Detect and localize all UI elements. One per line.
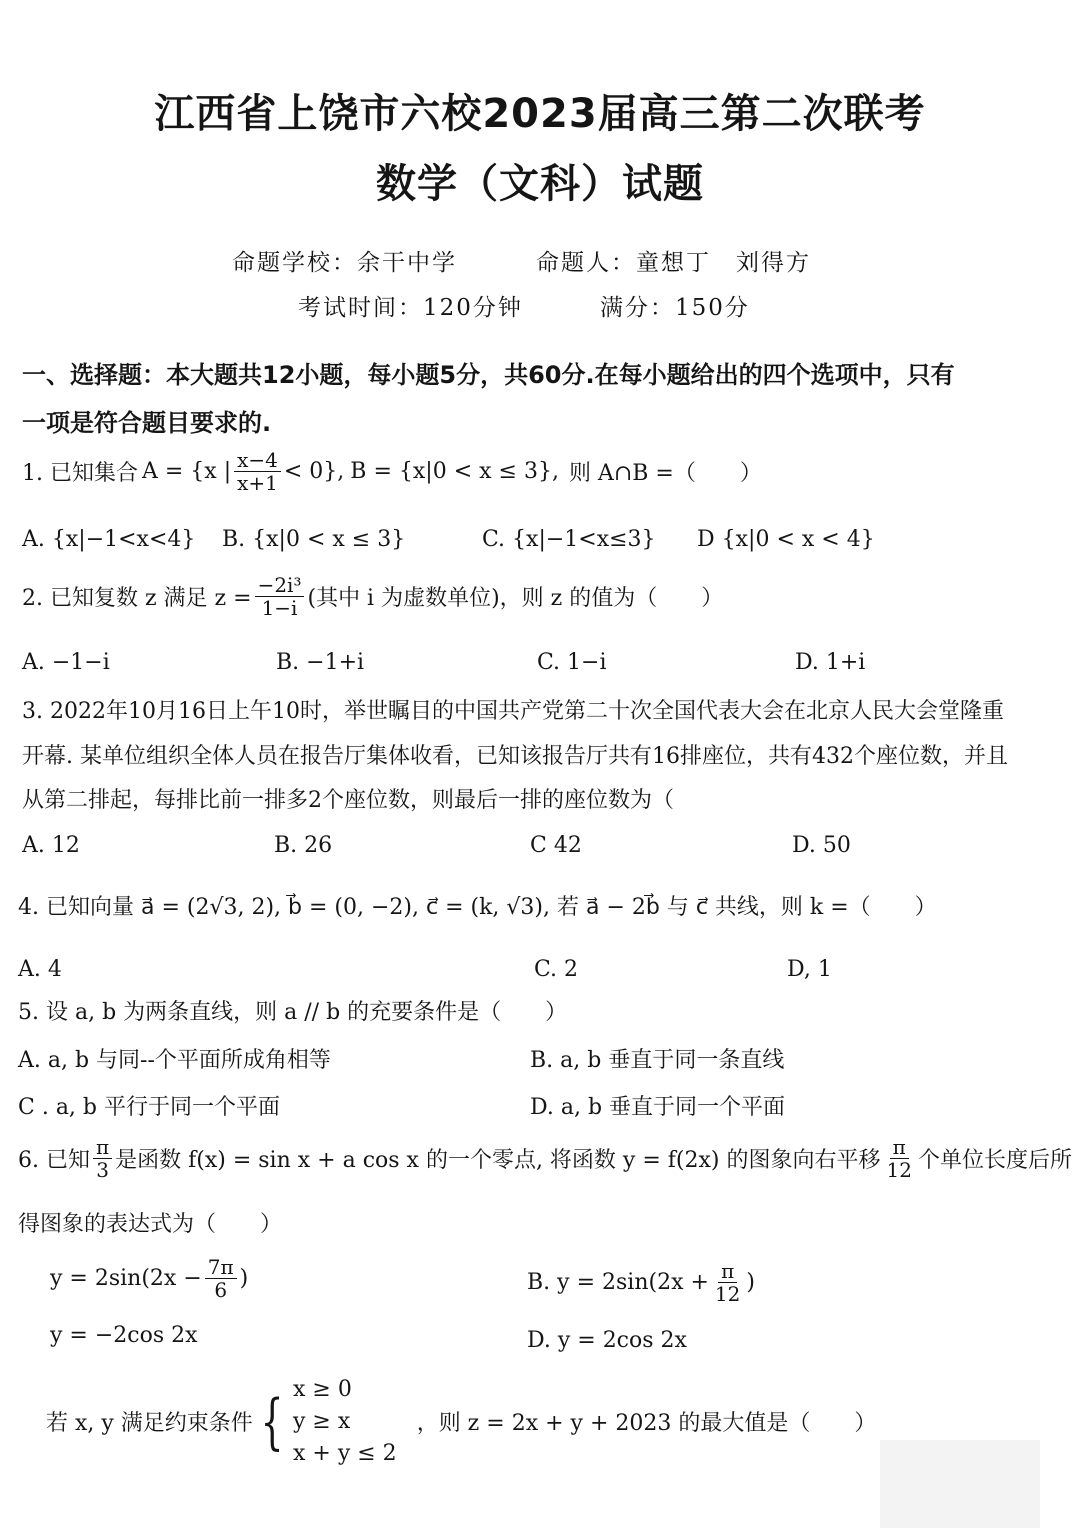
q6-opt-b-num: π (718, 1260, 737, 1283)
q6-opt-b-fraction (712, 1260, 743, 1305)
score-label: 满分：150分 (600, 295, 750, 321)
q3-line1: 3. 2022年10月16日上午10时，举世瞩目的中国共产党第二十次全国代表大会在北京人民大会堂隆重 (22, 699, 1004, 724)
q2-fraction (255, 574, 305, 619)
school-label: 命题学校：余干中学 (232, 250, 457, 276)
q6-f1-den: 3 (96, 1158, 109, 1182)
q6-opt-a-post: ) (239, 1266, 249, 1291)
q2-option-a: A. −1−i (22, 650, 110, 675)
q6-f1-num: π (93, 1136, 112, 1159)
q1-fraction (234, 449, 281, 494)
section-heading-line2: 一项是符合题目要求的. (22, 409, 272, 437)
q1-option-b: B. {x|0 < x ≤ 3} (222, 527, 406, 552)
q1-frac-den: x+1 (237, 471, 278, 495)
q6-option-a (50, 1256, 248, 1301)
question-1 (22, 449, 762, 494)
q7-suffix: ，则 z = 2x + y + 2023 的最大值是（ ） (416, 1411, 877, 1437)
section-heading-line1: 一、选择题：本大题共12小题，每小题5分，共60分.在每小题给出的四个选项中，只有 (22, 361, 955, 389)
q1-set-a-start: A = {x | (141, 459, 232, 484)
q2-prefix: 2. 已知复数 z 满足 z = (22, 586, 252, 611)
q5-option-b: B. a, b 垂直于同一条直线 (530, 1048, 785, 1073)
q1-set-a-end: < 0}, (283, 459, 345, 484)
q7-constraint-1: x ≥ 0 (293, 1377, 352, 1402)
q7-prefix: 若 x, y 满足约束条件 (46, 1411, 253, 1437)
q2-suffix: (其中 i 为虚数单位)，则 z 的值为（ ） (307, 586, 724, 611)
q6-f2-den: 12 (886, 1158, 912, 1182)
q6-opt-b-post: ) (746, 1270, 755, 1295)
question-2 (22, 574, 723, 619)
q1-prefix: 1. 已知集合 (22, 461, 138, 486)
q2-frac-den: 1−i (261, 596, 298, 620)
exam-subtitle: 数学（文科）试题 (376, 161, 704, 207)
q2-option-b: B. −1+i (276, 650, 365, 675)
author-label: 命题人：童想丁 刘得方 (536, 250, 811, 276)
q2-frac-num: −2i³ (255, 574, 305, 597)
question-7 (46, 1374, 876, 1470)
q6-f2-num: π (890, 1136, 909, 1159)
q1-set-b: B = {x|0 < x ≤ 3}, (350, 459, 559, 484)
q6-prefix: 6. 已知 (18, 1148, 90, 1173)
q4-text: 4. 已知向量 a⃗ = (2√3, 2), b⃗ = (0, −2), c⃗ = (k, √3), 若 a⃗ − 2b⃗ 与 c⃗ 共线，则 k =（ ） (18, 895, 937, 920)
q6-fraction-1 (93, 1136, 112, 1181)
q4-option-d: D, 1 (787, 957, 832, 982)
q5-text: 5. 设 a, b 为两条直线，则 a // b 的充要条件是（ ） (18, 1000, 568, 1025)
exam-title: 江西省上饶市六校2023届高三第二次联考 (154, 91, 926, 137)
q4-option-c: C. 2 (534, 957, 579, 982)
q1-frac-num: x−4 (234, 449, 281, 472)
q1-option-a: A. {x|−1<x<4} (22, 527, 196, 552)
q3-option-d: D. 50 (792, 833, 851, 858)
q6-opt-b-den: 12 (714, 1282, 741, 1306)
q3-option-a: A. 12 (22, 833, 80, 858)
q3-option-c: C 42 (530, 833, 582, 858)
q2-option-c: C. 1−i (537, 650, 607, 675)
q1-option-d: D {x|0 < x < 4} (697, 527, 875, 552)
q2-option-d: D. 1+i (795, 650, 866, 675)
q6-opt-b-pre: B. y = 2sin(2x + (527, 1270, 709, 1295)
q6-opt-a-pre: y = 2sin(2x − (50, 1266, 202, 1291)
q6-opt-a-fraction (205, 1256, 237, 1301)
q3-option-b: B. 26 (274, 833, 333, 858)
q1-option-c: C. {x|−1<x≤3} (482, 527, 656, 552)
q6-option-c: y = −2cos 2x (50, 1323, 198, 1348)
q4-option-a: A. 4 (18, 957, 62, 982)
question-6 (18, 1136, 1072, 1181)
q5-option-d: D. a, b 垂直于同一个平面 (530, 1095, 786, 1120)
time-label: 考试时间：120分钟 (298, 295, 523, 321)
q6-option-b (527, 1260, 755, 1305)
q7-constraint-3: x + y ≤ 2 (293, 1440, 397, 1466)
q7-constraints (293, 1374, 397, 1470)
q6-suffix: 个单位长度后所 (917, 1148, 1072, 1173)
q3-line3: 从第二排起，每排比前一排多2个座位数，则最后一排的座位数为（ (22, 788, 674, 813)
q6-line2: 得图象的表达式为（ ） (18, 1212, 283, 1237)
q5-option-a: A. a, b 与同--个平面所成角相等 (18, 1048, 331, 1073)
q3-line2: 开幕. 某单位组织全体人员在报告厅集体收看，已知该报告厅共有16排座位，共有432个座位数，并且 (22, 744, 1008, 769)
scan-smudge (880, 1440, 1040, 1528)
q6-opt-a-den: 6 (214, 1278, 228, 1302)
q7-constraint-2: y ≥ x (293, 1408, 351, 1434)
q6-mid: 是函数 f(x) = sin x + a cos x 的一个零点, 将函数 y = f(2x) 的图象向右平移 (115, 1148, 881, 1173)
q6-fraction-2 (883, 1136, 914, 1181)
q6-option-d: D. y = 2cos 2x (527, 1328, 687, 1353)
q1-ask: 则 A∩B =（ ） (568, 461, 762, 486)
q5-option-c: C . a, b 平行于同一个平面 (18, 1095, 280, 1120)
q7-brace: { (260, 1386, 284, 1457)
q6-opt-a-num: 7π (205, 1256, 237, 1279)
